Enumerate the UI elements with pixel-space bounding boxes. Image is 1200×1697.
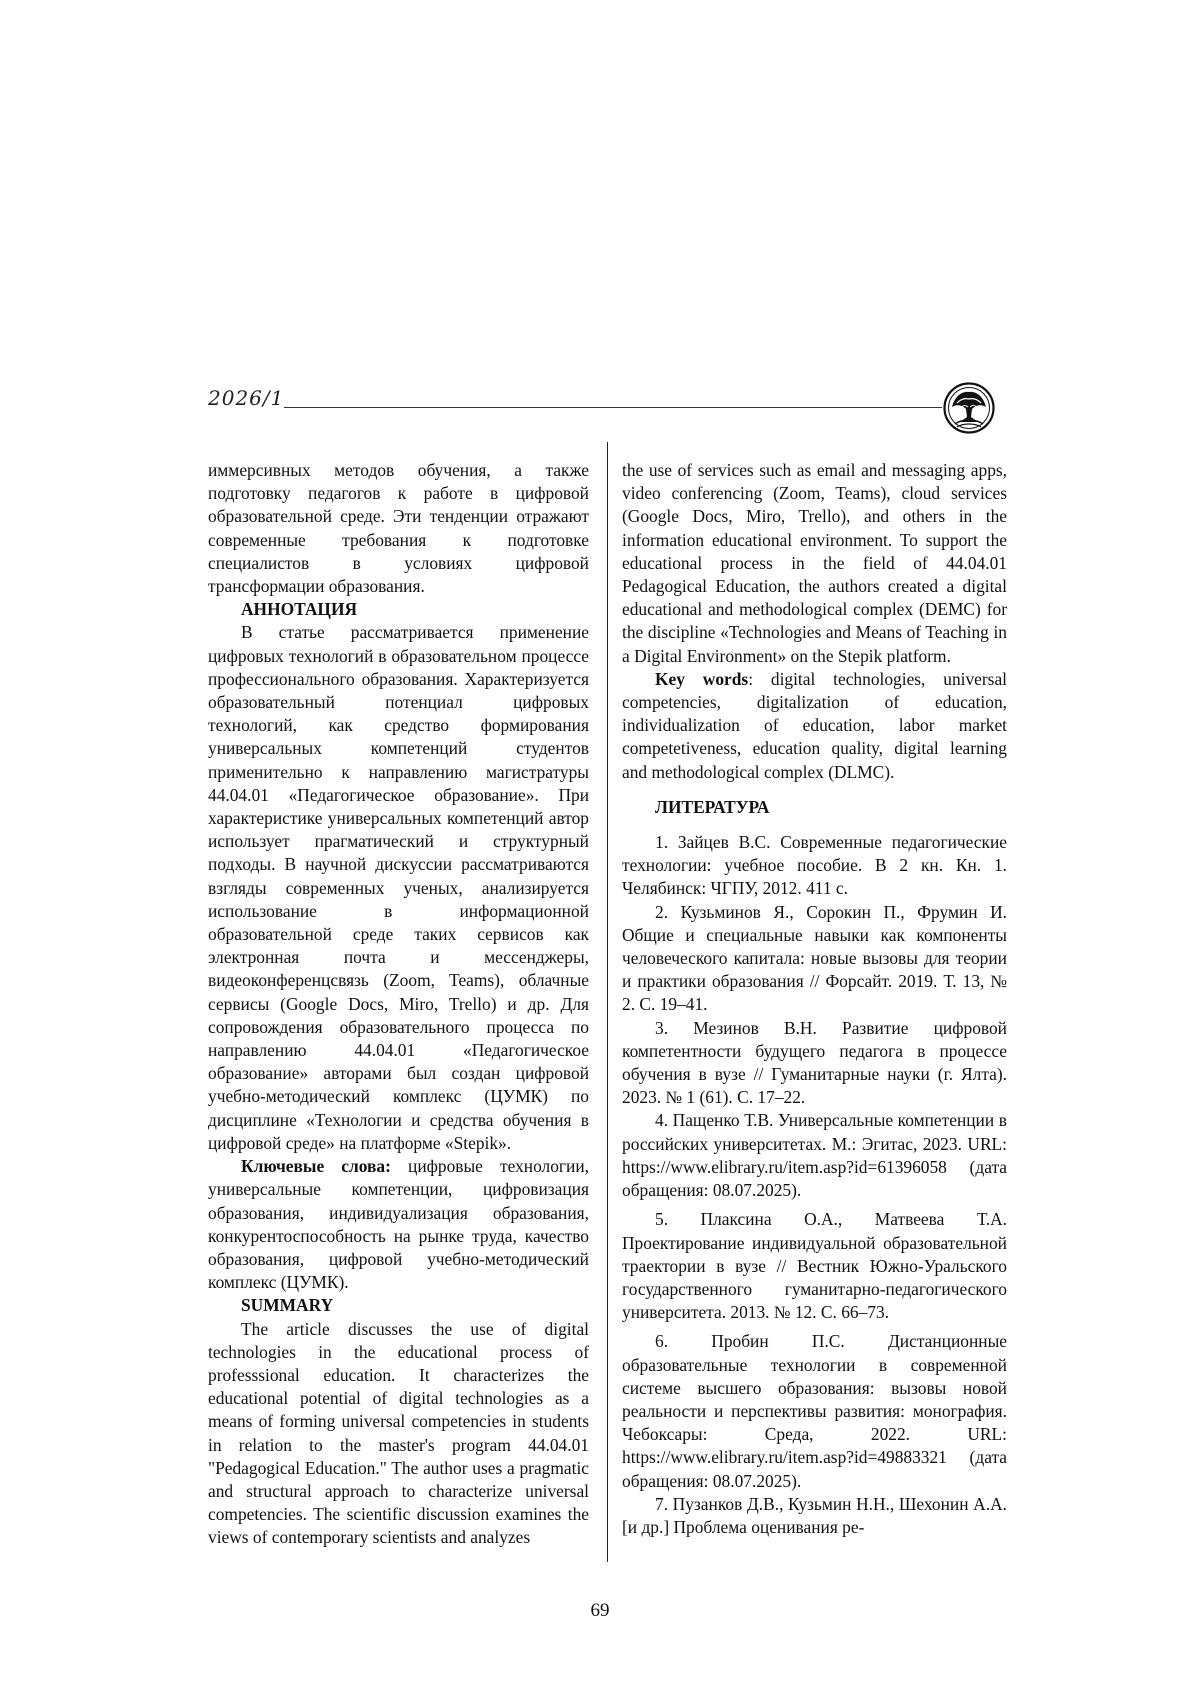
intro-continuation: иммерсивных методов обучения, а также подготовку педагогов к работе в цифровой образовательной среде. Эти тенденции отражают современные требования к подготовке специалистов в условиях цифровой трансформации образования. [208, 460, 589, 597]
reference-item: 7. Пузанков Д.В., Кузьмин Н.Н., Шехонин А.А. [и др.] Проблема оценивания ре- [622, 1493, 1007, 1537]
reference-item: 6. Пробин П.С. Дистанционные образовательные технологии в современной системе высшего образования: вызовы новой реальности и перспективы развития: монография. Чебоксары: Среда, 2022. URL: https://www.elibrary.ru/item.asp?id=49883321 (дата обращения: 08.07.2025). [622, 1331, 1007, 1491]
summary-text: The article discusses the use of digital technologies in the educational process of professsional education. It characterizes the educational potential of digital technologies as a means of forming universal competencies in students in relation to the master's program 44.04.01 "Pedagogical Education." The author uses a pragmatic and structural approach to characterize universal competencies. The scientific discussion examines the views of contemporary scientists and analyzes [208, 1318, 589, 1548]
keywords-ru-label: Ключевые слова: [241, 1156, 391, 1177]
reference-item: 3. Мезинов В.Н. Развитие цифровой компетентности будущего педагога в процессе обучения в вузе // Гуманитарные науки (г. Ялта). 2023. № 1 (61). С. 17–22. [622, 1017, 1007, 1108]
journal-logo-icon [943, 382, 995, 434]
page-number: 69 [590, 1600, 610, 1621]
issue-label: 2026/1 [208, 386, 285, 410]
references-heading: ЛИТЕРАТУРА [655, 796, 770, 817]
keywords-en-label: Key words [655, 668, 749, 689]
keywords-en [622, 668, 1007, 784]
reference-item: 4. Пащенко Т.В. Универсальные компетенции в российских университетах. М.: Эгитас, 2023. URL: https://www.elibrary.ru/item.asp?id=61396058 (дата обращения: 08.07.2025). [622, 1110, 1007, 1201]
column-divider [607, 442, 608, 1562]
reference-list [622, 831, 1007, 1539]
header-rule [284, 407, 942, 408]
annotation-heading: АННОТАЦИЯ [241, 599, 358, 620]
reference-item: 5. Плаксина О.А., Матвеева Т.А. Проектирование индивидуальной образовательной траектории в вузе // Вестник Южно-Уральского государственного гуманитарно-педагогического университета. 2013. № 12. С. 66–73. [622, 1209, 1007, 1323]
annotation-text: В статье рассматривается применение цифровых технологий в образовательном процессе профессионального образования. Характеризуется образовательный потенциал цифровых технологий, как средство формирования универсальных компетенций студентов применительно к направлению магистратуры 44.04.01 «Педагогическое образование». При характеристике универсальных компетенций автор использует прагматический и структурный подходы. В научной дискуссии рассматриваются взгляды современных ученых, анализируется использование в информационной образовательной среде таких сервисов как электронная почта и мессенджеры, видеоконференцсвязь (Zoom, Teams), облачные сервисы (Google Docs, Miro, Trello) и др. Для сопровождения образовательного процесса по направлению 44.04.01 «Педагогическое образование» авторами был создан цифровой учебно-методический комплекс (ЦУМК) по дисциплине «Технологии и средства обучения в цифровой среде» на платформе «Stepik». [208, 622, 589, 1153]
reference-item: 1. Зайцев В.С. Современные педагогические технологии: учебное пособие. В 2 кн. Кн. 1. Челябинск: ЧГПУ, 2012. 411 с. [622, 832, 1007, 899]
reference-item: 2. Кузьминов Я., Сорокин П., Фрумин И. Общие и специальные навыки как компоненты человеческого капитала: новые вызовы для теории и практики образования // Форсайт. 2019. Т. 13, № 2. С. 19–41. [622, 901, 1007, 1015]
summary-heading: SUMMARY [241, 1295, 334, 1316]
left-column [208, 459, 589, 1550]
right-column [622, 459, 1007, 1539]
keywords-ru [208, 1155, 589, 1294]
running-header [208, 382, 1008, 434]
keywords-ru-text: цифровые технологии, универсальные компетенции, цифровизация образования, индивидуализация образования, конкурентоспособность на рынке труда, качество образования, цифровой учебно-методический комплекс (ЦУМК). [208, 1156, 590, 1293]
keywords-en-text: : digital technologies, universal competencies, digitalization of education, individualization of education, labor market competetiveness, education quality, digital learning and methodological complex (DLMC). [622, 668, 1007, 782]
summary-continuation: the use of services such as email and messaging apps, video conferencing (Zoom, Teams), cloud services (Google Docs, Miro, Trello), and others in the information educational environment. To support the educational process in the field of 44.04.01 Pedagogical Education, the authors created a digital educational and methodological complex (DEMC) for the discipline «Technologies and Means of Teaching in a Digital Environment» on the Stepik platform. [622, 460, 1007, 666]
